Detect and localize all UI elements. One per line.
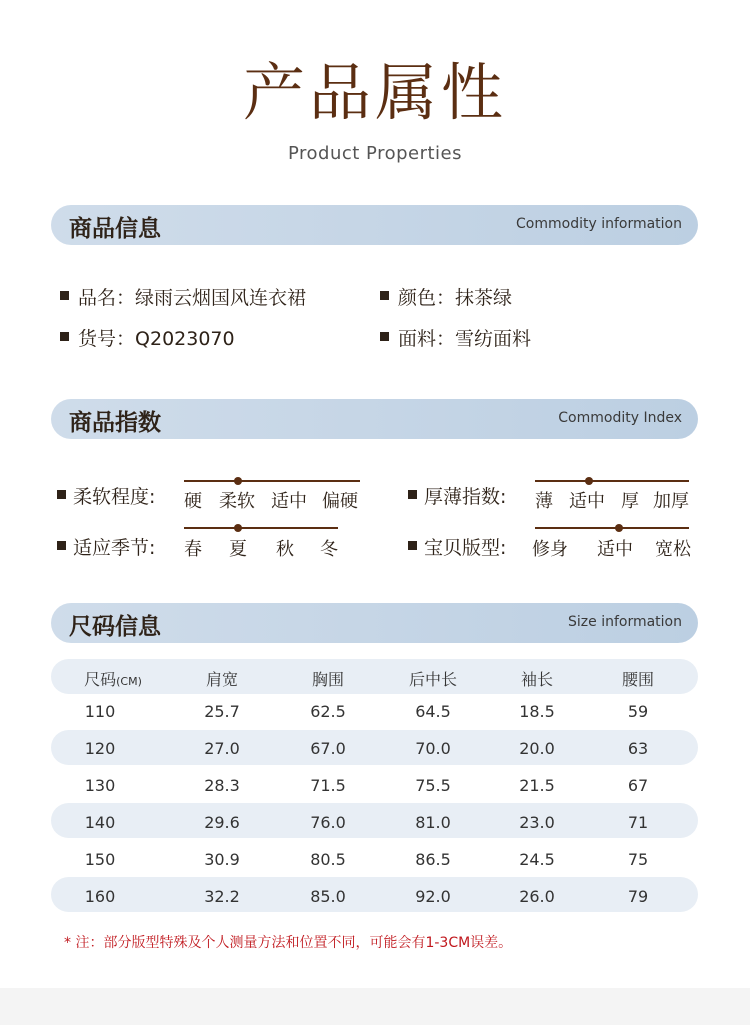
bullet-icon [380,291,389,300]
scale-option: 春 [184,539,202,560]
scale-option: 适中 [271,491,307,512]
info-item-color [398,283,512,310]
table-cell: 24.5 [519,850,555,869]
scale-option: 冬 [320,539,338,560]
info-value: 抹茶绿 [455,287,513,309]
table-cell: 63 [627,739,649,758]
scale-line-softness [184,480,360,482]
table-cell: 18.5 [519,702,555,721]
info-item-sku [78,324,235,351]
table-cell: 25.7 [204,702,240,721]
scale-option: 薄 [535,491,553,512]
bullet-icon [57,490,66,499]
table-header-cell: 肩宽 [205,670,238,689]
scale-label-season: 适应季节: [73,537,156,559]
table-cell: 27.0 [204,739,240,758]
table-cell: 75.5 [415,776,451,795]
footer-divider [0,988,750,1025]
info-item-fabric [398,324,531,351]
section-title-cn: 商品信息 [69,216,161,242]
table-cell: 64.5 [415,702,451,721]
scale-option: 适中 [569,491,605,512]
table-cell: 79 [627,887,649,906]
info-label: 面料 [398,328,437,350]
bullet-icon [60,332,69,341]
info-separator: ： [436,328,456,350]
table-cell: 67 [627,776,649,795]
page-subtitle: Product Properties [287,143,463,164]
info-label: 货号 [78,328,117,350]
scale-option: 适中 [597,539,633,560]
bullet-icon [60,291,69,300]
table-cell: 32.2 [204,887,240,906]
table-cell: 76.0 [310,813,346,832]
scale-label-thickness: 厚薄指数: [424,486,507,508]
table-cell: 71.5 [310,776,346,795]
table-cell: 30.9 [204,850,240,869]
section-title-cn: 尺码信息 [69,614,161,640]
info-separator: ： [116,287,136,309]
table-cell: 67.0 [310,739,346,758]
table-header-cell: 袖长 [520,670,553,689]
table-cell: 130 [84,776,116,795]
table-header-cell: 后中长 [408,670,457,689]
scale-option: 加厚 [653,491,689,512]
table-cell: 92.0 [415,887,451,906]
section-header-commodity-index [51,399,698,439]
scale-label-fit: 宝贝版型: [424,537,507,559]
info-value: Q2023070 [135,328,235,350]
info-separator: ： [436,287,456,309]
table-cell: 20.0 [519,739,555,758]
page-title: 产品属性 [242,56,507,129]
scale-option: 硬 [184,491,202,512]
table-cell: 28.3 [204,776,240,795]
table-header-cell: 腰围 [621,670,654,689]
scale-option: 宽松 [655,539,691,560]
section-title-en: Commodity information [516,216,682,232]
scale-line-thickness [535,480,689,482]
table-cell: 59 [627,702,649,721]
size-note: * 注：部分版型特殊及个人测量方法和位置不同，可能会有1-3CM误差。 [64,935,513,951]
section-title-cn: 商品指数 [69,410,161,436]
table-cell: 71 [627,813,649,832]
column-unit: (CM) [116,675,142,688]
scale-option: 偏硬 [322,491,358,512]
scale-option: 修身 [532,539,568,560]
table-cell: 21.5 [519,776,555,795]
scale-marker-thickness [585,477,593,485]
table-cell: 160 [84,887,116,906]
info-value: 雪纺面料 [455,328,532,350]
table-cell: 86.5 [415,850,451,869]
table-cell: 110 [84,702,116,721]
table-cell: 26.0 [519,887,555,906]
table-cell: 29.6 [204,813,240,832]
section-title-en: Size information [568,614,682,630]
scale-marker-season [234,524,242,532]
scale-marker-fit [615,524,623,532]
scale-line-season [184,527,338,529]
table-cell: 150 [84,850,116,869]
table-cell: 120 [84,739,116,758]
info-value: 绿雨云烟国风连衣裙 [135,287,307,309]
section-title-en: Commodity Index [558,410,682,426]
table-cell: 75 [627,850,649,869]
scale-marker-softness [234,477,242,485]
bullet-icon [57,541,66,550]
table-cell: 70.0 [415,739,451,758]
scale-option: 柔软 [219,491,255,512]
table-header-cell-size [68,667,158,690]
bullet-icon [408,490,417,499]
info-separator: ： [116,328,136,350]
section-header-size-info [51,603,698,643]
table-cell: 62.5 [310,702,346,721]
table-cell: 81.0 [415,813,451,832]
scale-option: 厚 [621,491,639,512]
info-item-name [78,283,306,310]
table-cell: 80.5 [310,850,346,869]
info-label: 品名 [78,287,117,309]
section-header-commodity-info [51,205,698,245]
bullet-icon [380,332,389,341]
scale-line-fit [535,527,689,529]
column-label: 尺码 [84,670,117,689]
bullet-icon [408,541,417,550]
scale-option: 秋 [276,539,294,560]
scale-label-softness: 柔软程度: [73,486,156,508]
table-cell: 140 [84,813,116,832]
table-cell: 23.0 [519,813,555,832]
table-cell: 85.0 [310,887,346,906]
scale-option: 夏 [229,539,247,560]
info-label: 颜色 [398,287,437,309]
table-header-cell: 胸围 [311,670,344,689]
